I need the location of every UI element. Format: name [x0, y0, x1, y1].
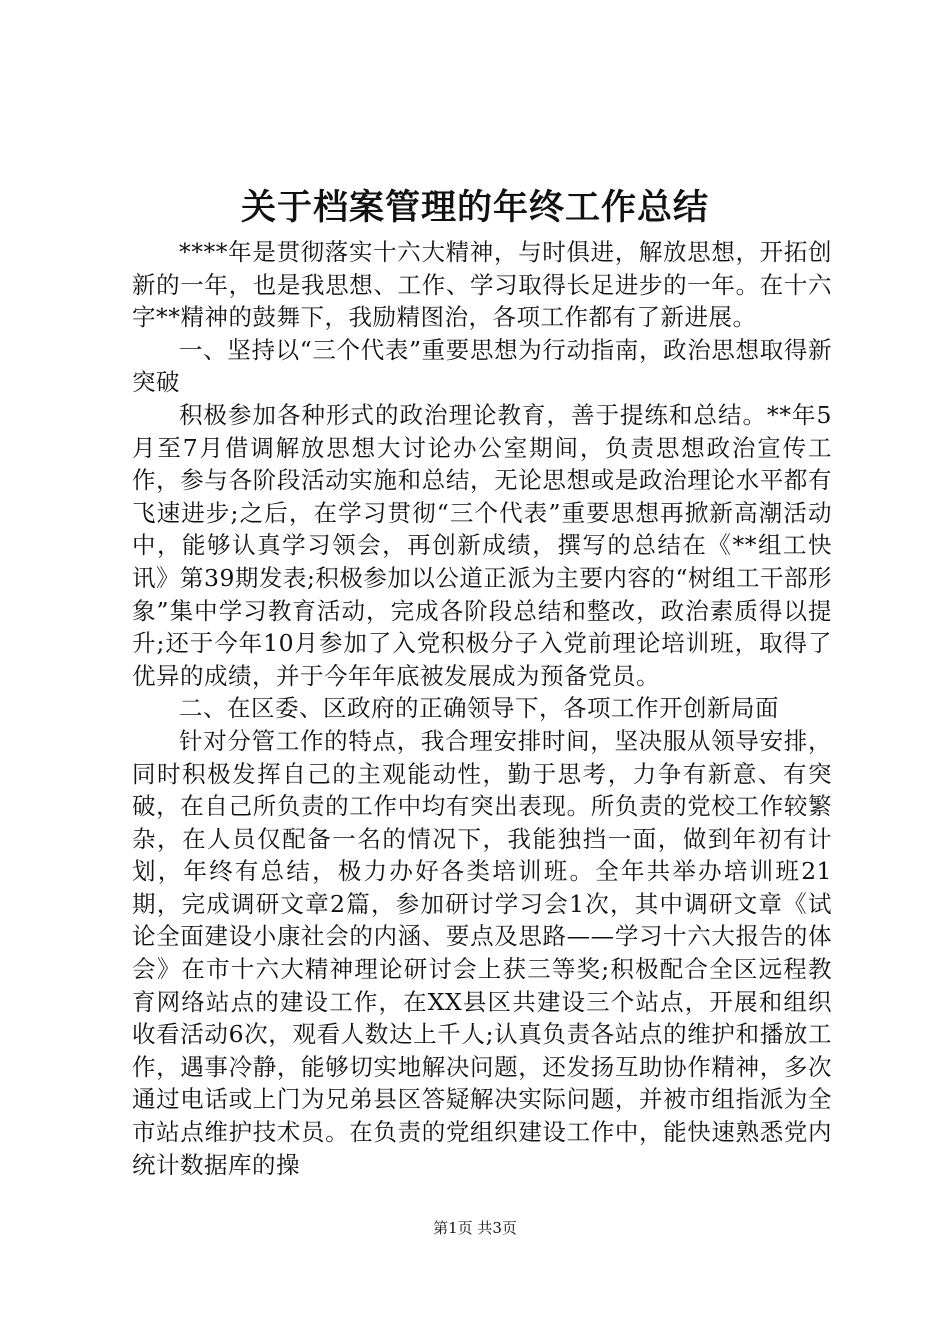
paragraph-intro: ****年是贯彻落实十六大精神，与时俱进，解放思想，开拓创新的一年，也是我思想、工作、学习取得长足进步的一年。在十六字**精神的鼓舞下，我励精图治，各项工作都有了新进展。 — [132, 238, 832, 332]
section-heading-2: 二、在区委、区政府的正确领导下，各项工作开创新局面 — [179, 694, 779, 723]
page-footer: 第1页 共3页 — [433, 1219, 517, 1237]
document-body — [132, 236, 832, 1181]
section-heading-1: 一、坚持以“三个代表”重要思想为行动指南，政治思想取得新突破 — [132, 335, 832, 397]
paragraph-section-1: 积极参加各种形式的政治理论教育，善于提练和总结。**年5月至7月借调解放思想大讨论办公室期间，负责思想政治宣传工作，参与各阶段活动实施和总结，无论思想或是政治理论水平都有飞速进步;之后，在学习贯彻“三个代表”重要思想再掀新高潮活动中，能够认真学习领会，再创新成绩，撰写的总结在《**组工快讯》第39期发表;积极参加以公道正派为主要内容的“树组工干部形象”集中学习教育活动，完成各阶段总结和整改，政治素质得以提升;还于今年10月参加了入党积极分子入党前理论培训班，取得了优异的成绩，并于今年年底被发展成为预备党员。 — [132, 400, 832, 690]
paragraph-section-2: 针对分管工作的特点，我合理安排时间，坚决服从领导安排，同时积极发挥自己的主观能动性，勤于思考，力争有新意、有突破，在自己所负责的工作中均有突出表现。所负责的党校工作较繁杂，在人员仅配备一名的情况下，我能独挡一面，做到年初有计划，年终有总结，极力办好各类培训班。全年共举办培训班21期，完成调研文章2篇，参加研讨学习会1次，其中调研文章《试论全面建设小康社会的内涵、要点及思路——学习十六大报告的体会》在市十六大精神理论研讨会上获三等奖;积极配合全区远程教育网络站点的建设工作，在XX县区共建设三个站点，开展和组织收看活动6次，观看人数达上千人;认真负责各站点的维护和播放工作，遇事冷静，能够切实地解决问题，还发扬互助协作精神，多次通过电话或上门为兄弟县区答疑解决实际问题，并被市组指派为全市站点维护技术员。在负责的党组织建设工作中，能快速熟悉党内统计数据库的操 — [132, 726, 832, 1179]
document-title: 关于档案管理的年终工作总结 — [240, 187, 709, 228]
